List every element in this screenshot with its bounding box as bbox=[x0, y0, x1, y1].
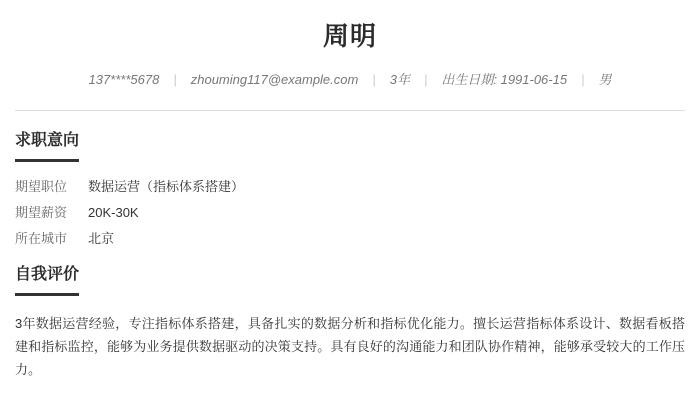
info-label: 期望职位 bbox=[15, 179, 68, 194]
info-value: 北京 bbox=[88, 231, 115, 246]
birthdate-text: 出生日期: 1991-06-15 bbox=[441, 72, 568, 87]
info-value: 数据运营（指标体系搭建） bbox=[88, 179, 245, 194]
header-divider bbox=[15, 110, 685, 111]
resume-name: 周明 bbox=[322, 21, 377, 51]
email-text: zhouming117@example.com bbox=[190, 72, 359, 87]
gender-text: 男 bbox=[598, 72, 612, 87]
info-label: 期望薪资 bbox=[15, 205, 68, 220]
contact-separator: | bbox=[173, 72, 177, 87]
experience-years-text: 3年 bbox=[389, 72, 410, 87]
job-intention-rows bbox=[15, 179, 685, 247]
info-row-expected-salary bbox=[15, 205, 685, 221]
contact-separator: | bbox=[372, 72, 376, 87]
info-label: 所在城市 bbox=[15, 231, 68, 246]
contact-row bbox=[15, 71, 685, 88]
section-job-intention bbox=[15, 131, 685, 247]
contact-separator: | bbox=[423, 72, 428, 87]
info-row-expected-position bbox=[15, 179, 685, 195]
section-title-self-evaluation: 自我评价 bbox=[15, 265, 79, 296]
self-evaluation-text: 3年数据运营经验，专注指标体系搭建，具备扎实的数据分析和指标优化能力。擅长运营指标体系设计、数据看板搭建和指标监控，能够为业务提供数据驱动的决策支持。具有良好的沟通能力和团队协作精神，能够承受较大的工作压力。 bbox=[15, 316, 685, 377]
info-value: 20K-30K bbox=[88, 205, 139, 220]
section-self-evaluation bbox=[15, 265, 685, 381]
phone-text: 137****5678 bbox=[88, 72, 160, 87]
contact-separator: | bbox=[581, 72, 585, 87]
section-title-job-intention: 求职意向 bbox=[15, 131, 79, 162]
info-row-current-city bbox=[15, 231, 685, 247]
